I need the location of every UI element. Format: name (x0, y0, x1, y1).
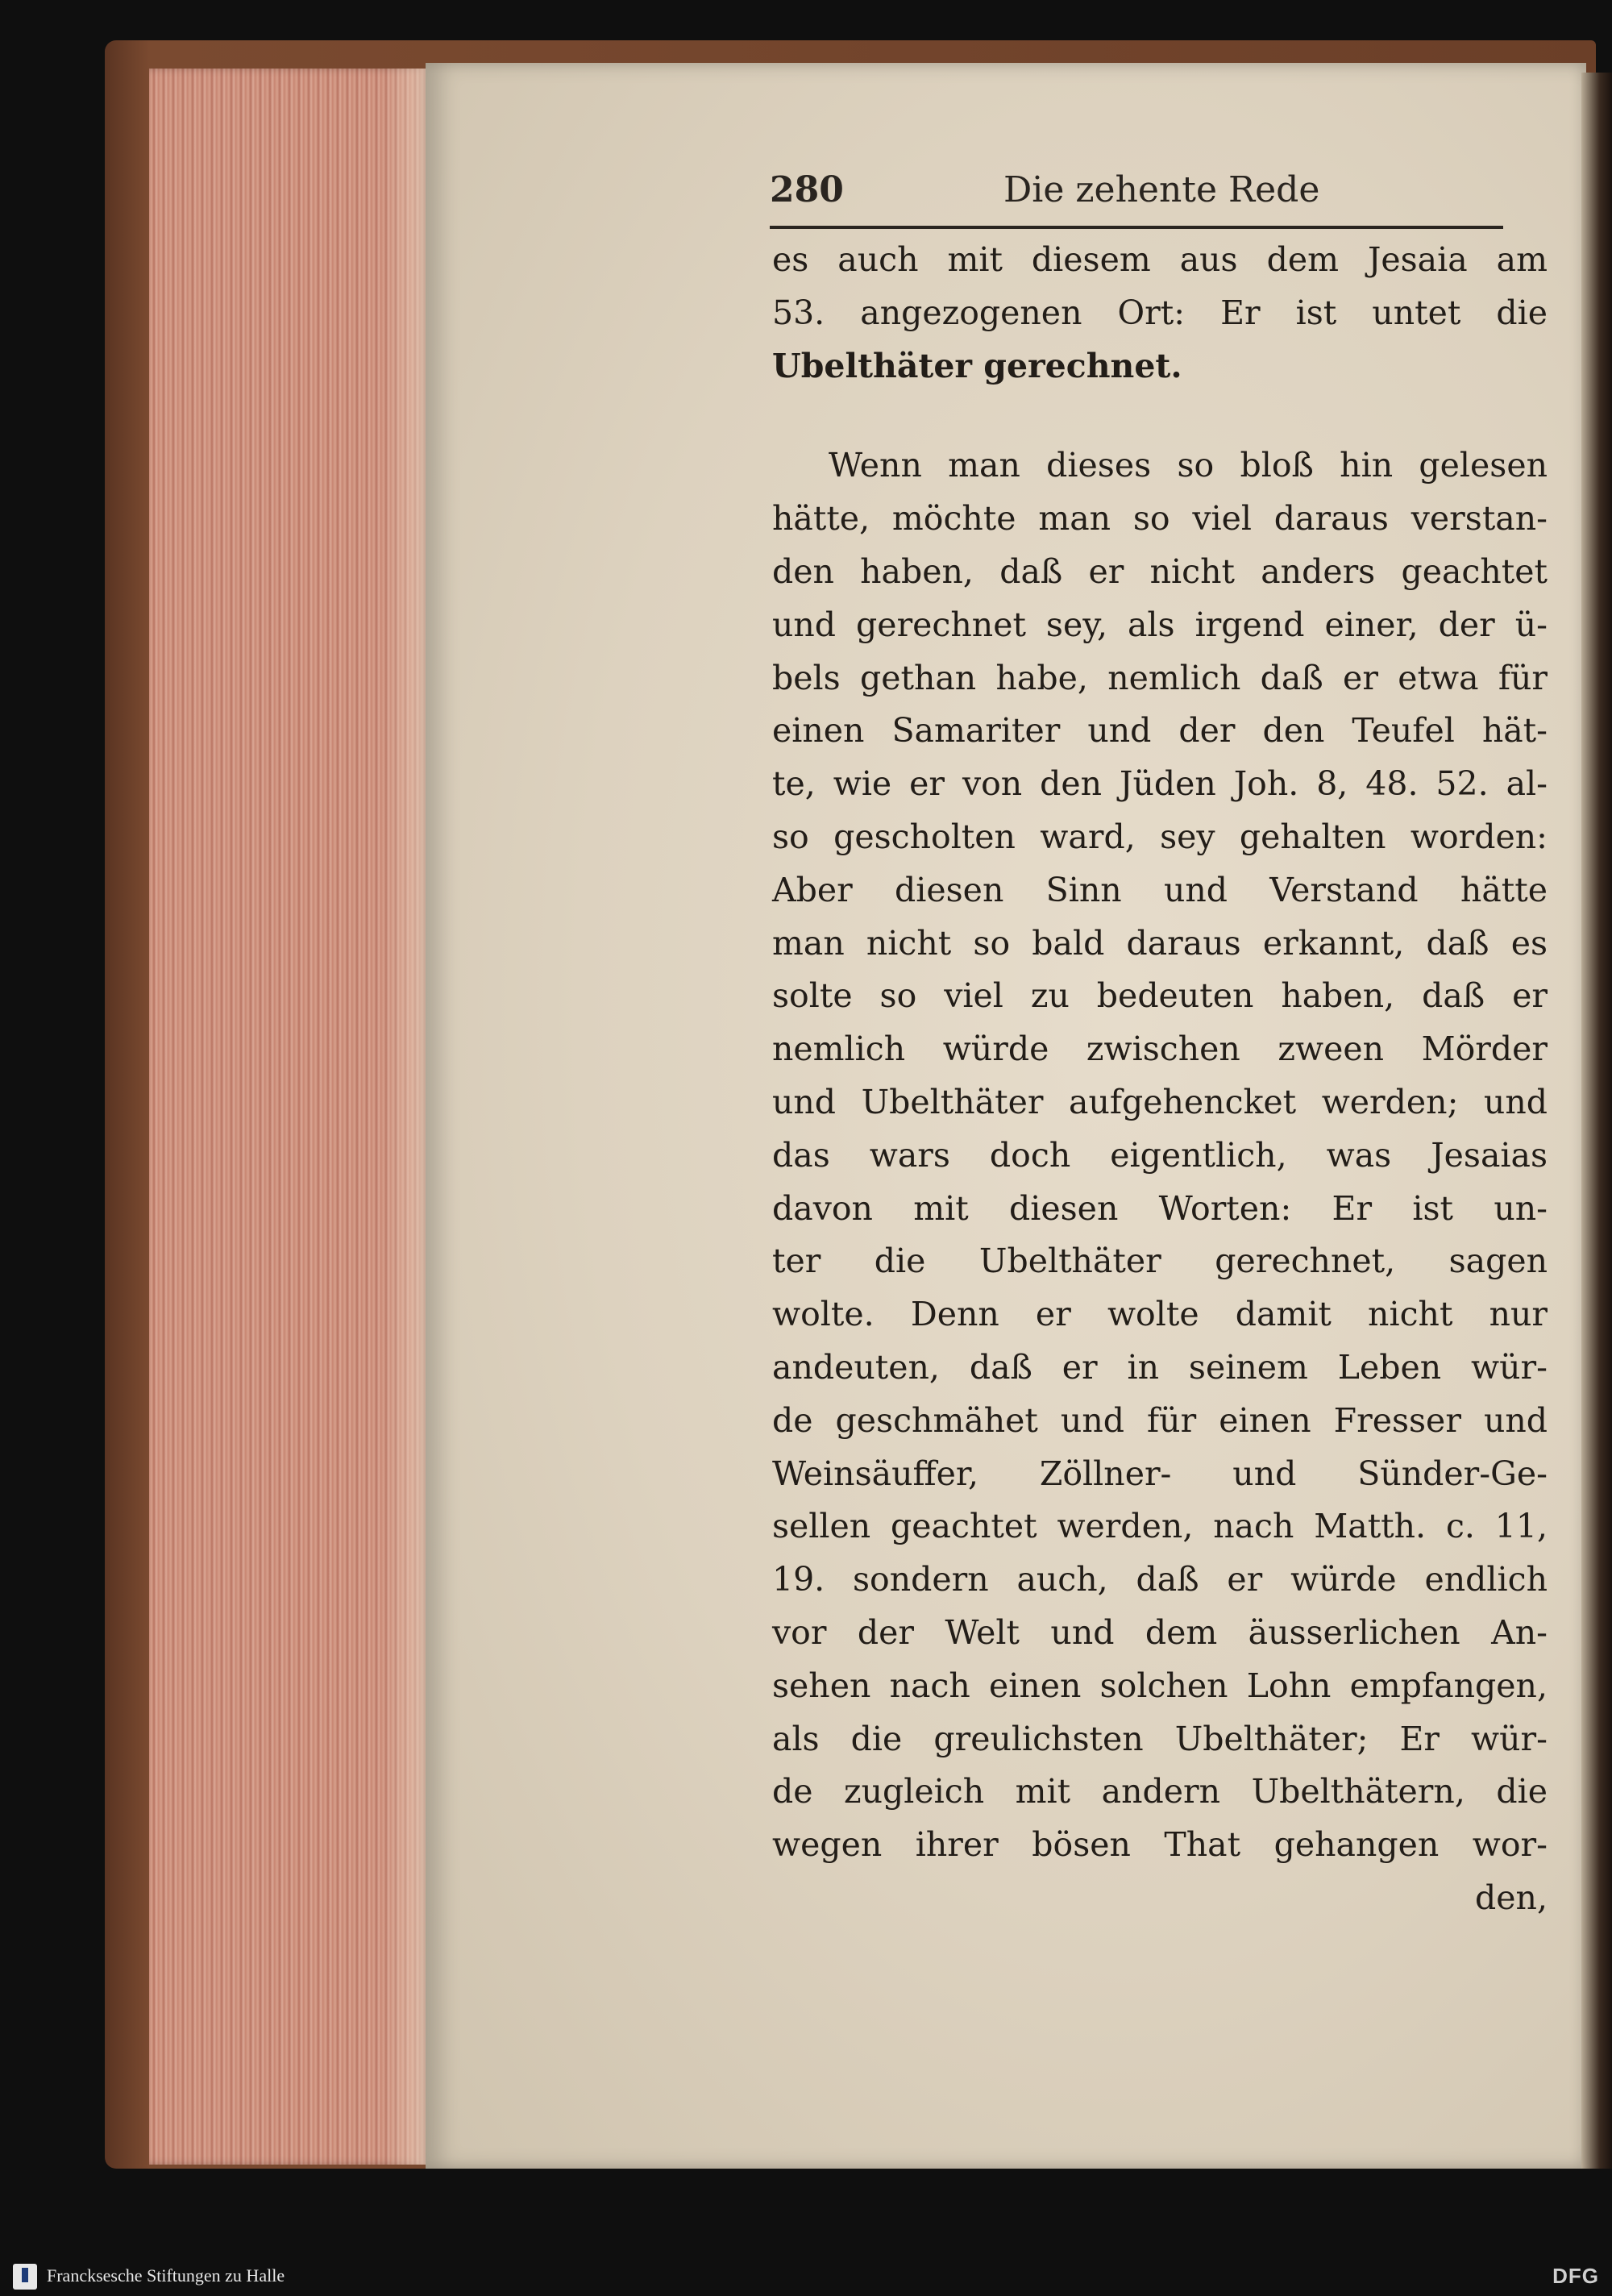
body-text (772, 234, 1548, 1925)
text-line: de geschmähet und für einen Fresser und (772, 1400, 1548, 1440)
page-edges-highlight (383, 69, 431, 2165)
text-line: so gescholten ward, sey gehalten worden: (772, 817, 1548, 856)
text-line: den haben, daß er nicht anders geachtet (772, 551, 1548, 591)
text-line: te, wie er von den Jüden Joh. 8, 48. 52. al- (772, 764, 1548, 804)
gutter-shadow (1581, 73, 1612, 2169)
text-line: 53. angezogenen Ort: Er ist untet die (772, 293, 1548, 332)
text-line: nemlich würde zwischen zween Mörder (772, 1029, 1548, 1069)
text-line: und gerechnet sey, als irgend einer, der ü- (772, 605, 1548, 644)
institution-logo-icon (13, 2264, 37, 2290)
text-line: das wars doch eigentlich, was Jesaias (772, 1135, 1548, 1175)
text-line: vor der Welt und dem äusserlichen An- (772, 1612, 1548, 1652)
text-line: wolte. Denn er wolte damit nicht nur (772, 1295, 1548, 1334)
text-line: Aber diesen Sinn und Verstand hätte (772, 870, 1548, 909)
text-line: einen Samariter und der den Teufel hät- (772, 711, 1548, 751)
text-line: man nicht so bald daraus erkannt, daß es (772, 923, 1548, 963)
text-line: bels gethan habe, nemlich daß er etwa für (772, 658, 1548, 697)
text-line: Wenn man dieses so bloß hin gelesen (829, 446, 1548, 485)
text-line: und Ubelthäter aufgehencket werden; und (772, 1082, 1548, 1121)
text-line: hätte, möchte man so viel daraus verstan- (772, 499, 1548, 539)
text-line: andeuten, daß er in seinem Leben wür- (772, 1347, 1548, 1387)
text-line: solte so viel zu bedeuten haben, daß er (772, 976, 1548, 1016)
paragraph-gap (772, 393, 1548, 439)
text-line: Weinsäuffer, Zöllner- und Sünder-Ge- (772, 1454, 1548, 1493)
text-line: davon mit diesen Worten: Er ist un- (772, 1188, 1548, 1228)
text-line: 19. sondern auch, daß er würde endlich (772, 1560, 1548, 1599)
page-header (770, 169, 1503, 229)
text-line: es auch mit diesem aus dem Jesaia am (772, 240, 1548, 279)
catchword: den, (1475, 1878, 1548, 1917)
running-title: Die zehente Rede (1003, 169, 1320, 210)
institution-name: Francksesche Stiftungen zu Halle (47, 2265, 285, 2286)
text-line: sehen nach einen solchen Lohn empfangen, (772, 1666, 1548, 1705)
text-line: Ubelthäter gerechnet. (772, 346, 1182, 385)
text-line: als die greulichsten Ubelthäter; Er wür- (772, 1719, 1548, 1758)
funder-logo: DFG (1552, 2264, 1599, 2288)
text-line: de zugleich mit andern Ubelthätern, die (772, 1772, 1548, 1811)
text-line: ter die Ubelthäter gerechnet, sagen (772, 1242, 1548, 1281)
page-number: 280 (770, 169, 844, 210)
text-line: sellen geachtet werden, nach Matth. c. 11, (772, 1507, 1548, 1546)
viewer-footer (0, 2257, 1612, 2296)
text-line: wegen ihrer bösen That gehangen wor- (772, 1825, 1548, 1865)
